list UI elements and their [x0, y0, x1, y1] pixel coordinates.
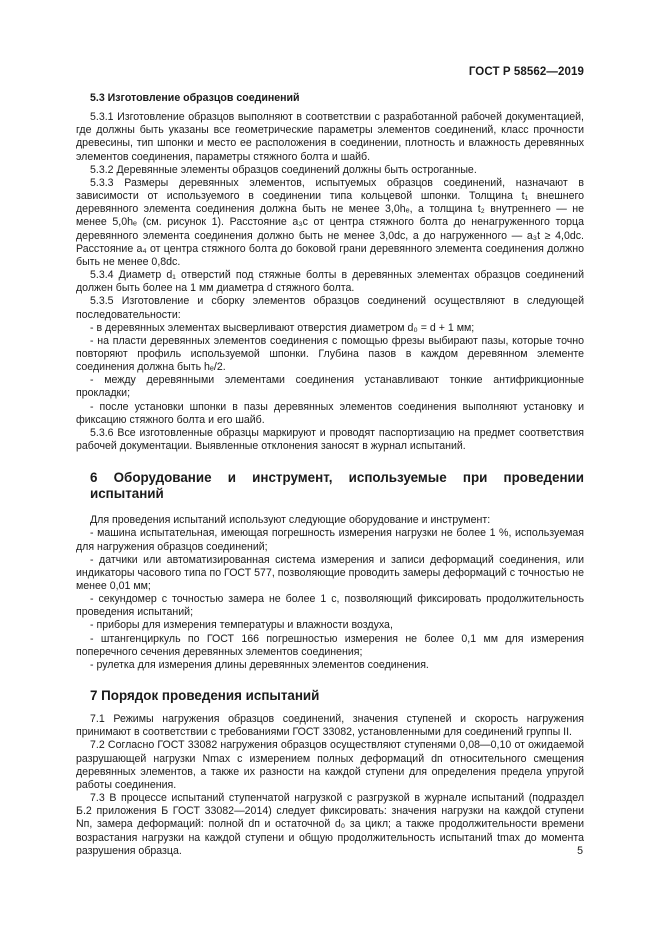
section-6-heading: 6 Оборудование и инструмент, используемые при проведении испытаний — [90, 470, 584, 502]
list-item: - штангенциркуль по ГОСТ 166 погрешностью измерения не более 0,1 мм для измерения поперечного сечения деревянных элементов соединения; — [76, 632, 584, 658]
paragraph-5-3-4: 5.3.4 Диаметр d₁ отверстий под стяжные болты в деревянных элементах образцов соединений должен быть более на 1 мм диаметра d стяжного болта. — [76, 269, 584, 295]
paragraph-5-3-5: 5.3.5 Изготовление и сборку элементов образцов соединений осуществляют в следующей последовательности: — [76, 295, 584, 321]
paragraph-7-2: 7.2 Согласно ГОСТ 33082 нагружения образцов осуществляют ступенями 0,08—0,10 от ожидаемой разрушающей нагрузки Nmax с измерением полных деформаций dп относительного смещения деревянных элементов, а также их разности на каждой ступени для определения предела упругой работы соединения. — [76, 739, 584, 791]
list-item: - датчики или автоматизированная система измерения и записи деформаций соединения, или индикаторы часового типа по ГОСТ 577, позволяющие проводить замеры деформаций с точностью не менее 0,01 мм; — [76, 553, 584, 592]
section-5-3-heading: 5.3 Изготовление образцов соединений — [90, 92, 300, 104]
list-item: - секундомер с точностью замера не более 1 с, позволяющий фиксировать продолжительность проведения испытаний; — [76, 593, 584, 619]
list-item: - в деревянных элементах высверливают отверстия диаметром d₀ = d + 1 мм; — [90, 321, 475, 334]
paragraph-5-3-3: 5.3.3 Размеры деревянных элементов, испытуемых образцов соединений, назначают в зависимости от используемого в соединении типа кольцевой шпонки. Толщина t₁ внешнего деревянного элемента соединения должна быть не менее 3,0hₑ, а толщина t₂ внутреннего — не менее 5,0hₑ (см. рисунок 1). Расстояние a₃c от центра стяжного болта до ненагруженного торца деревянного элемента соединения должно быть не менее 3,0dc, а до нагруженного — a₃t ≥ 4,0dc. Расстояние a₄ от центра стяжного болта до боковой грани деревянного элемента соединения должно быть не менее 0,8dc. — [76, 176, 584, 268]
section-6-intro: Для проведения испытаний используют следующие оборудование и инструмент: — [90, 514, 491, 527]
paragraph-5-3-6: 5.3.6 Все изготовленные образцы маркируют и проводят паспортизацию на предмет соответствия рабочей документации. Выявленные отклонения заносят в журнал испытаний. — [76, 426, 584, 453]
paragraph-5-3-1: 5.3.1 Изготовление образцов выполняют в соответствии с разработанной рабочей документацией, где должны быть указаны все геометрические параметры элементов соединений, класс прочности древесины, тип шпонки и место ее расположения в соединении, плотность и влажность деревянных элементов соединения, параметры стяжного болта и шайб. — [76, 111, 584, 163]
paragraph-5-3-2: 5.3.2 Деревянные элементы образцов соединений должны быть остроганные. — [90, 163, 477, 176]
list-item: - между деревянными элементами соединения устанавливают тонкие антифрикционные прокладки; — [76, 374, 584, 400]
list-item: - на пласти деревянных элементов соединения с помощью фрезы выбирают пазы, которые точно повторяют профиль используемой шпонки. Глубина пазов в каждом деревянном элементе соединения должна быть hₑ/2. — [76, 334, 584, 374]
paragraph-7-1: 7.1 Режимы нагружения образцов соединений, значения ступеней и скорость нагружения принимают в соответствии с требованиями ГОСТ 33082, установленными для соединений группы II. — [76, 713, 584, 739]
page-number: 5 — [577, 845, 583, 857]
list-item: - после установки шпонки в пазы деревянных элементов соединения выполняют установку и фиксацию стяжного болта и его шайб. — [76, 400, 584, 426]
section-7-heading: 7 Порядок проведения испытаний — [90, 688, 320, 704]
list-item: - машина испытательная, имеющая погрешность измерения нагрузки не более 1 %, используемая для нагружения образцов соединений; — [76, 527, 584, 553]
list-item: - приборы для измерения температуры и влажности воздуха, — [90, 619, 393, 632]
standard-number: ГОСТ Р 58562—2019 — [468, 66, 584, 78]
paragraph-7-3: 7.3 В процессе испытаний ступенчатой нагрузкой с разгрузкой в журнале испытаний (подраздел Б.2 приложения Б ГОСТ 33082—2014) следует фиксировать: значения нагрузки на каждой ступени Nп, замера деформаций: полной dп и остаточной d₀ за цикл; а также продолжительности времени возрастания нагрузки на каждой ступени и общую продолжительность испытаний tmax до момента разрушения образца. — [76, 792, 584, 857]
list-item: - рулетка для измерения длины деревянных элементов соединения. — [90, 658, 429, 671]
document-body — [76, 92, 584, 858]
